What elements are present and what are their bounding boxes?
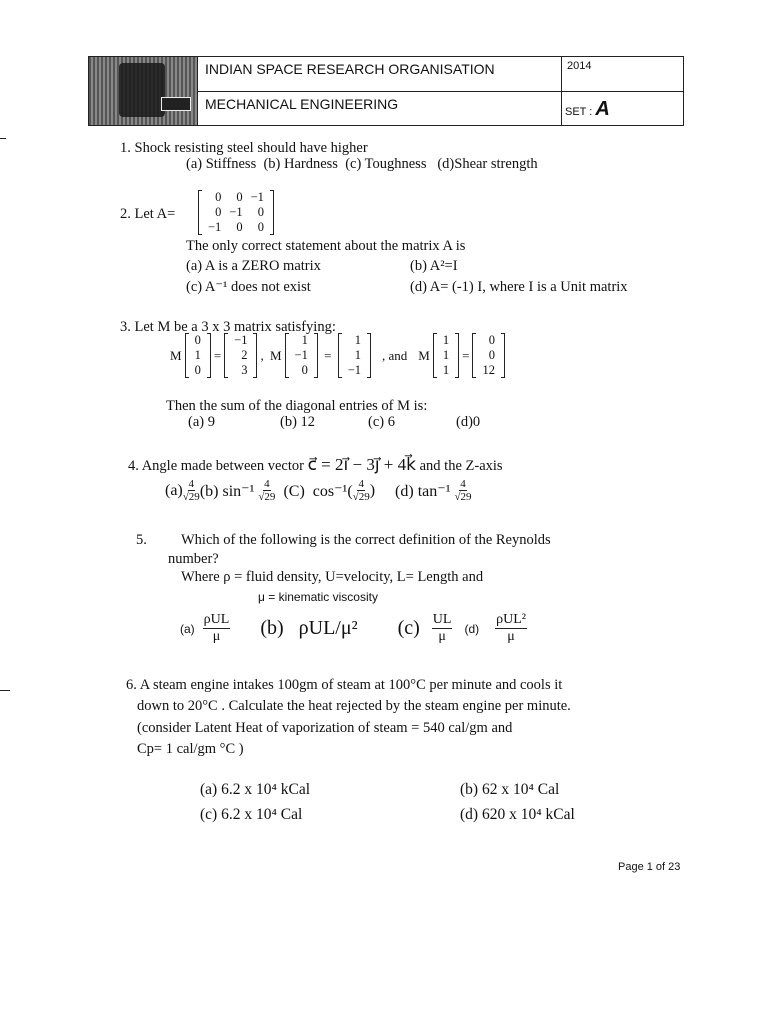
q2-option-d: (d) A= (-1) I, where I is a Unit matrix (410, 279, 628, 295)
q5-option-a: (a) (180, 621, 195, 636)
q1-stem: 1. Shock resisting steel should have higher (120, 140, 368, 156)
q1-options: (a) Stiffness (b) Hardness (c) Toughness (d)Shear strength (186, 156, 538, 172)
margin-mark (0, 690, 10, 691)
subject: MECHANICAL ENGINEERING (205, 96, 399, 112)
q6-option-c: (c) 6.2 x 10⁴ Cal (200, 806, 303, 823)
page-number: Page 1 of 23 (618, 861, 681, 873)
q5-stem-2: number? (168, 551, 219, 567)
q2-option-c: (c) A⁻¹ does not exist (186, 279, 311, 295)
q5-option-b: (b) ρUL/μ² (260, 617, 358, 639)
q3-option-a: (a) 9 (188, 414, 215, 430)
q6-option-d: (d) 620 x 10⁴ kCal (460, 806, 575, 823)
q4-option-b: (b) sin⁻¹ (199, 482, 255, 500)
q5-mu: μ = kinematic viscosity (258, 590, 378, 604)
q5-options: (a) $\frac{\text{ρUL}}{\mu}$ (b) ρUL/μ² (c) $\frac{UL}{\mu}$ (d) $\frac{\text{ρUL²}}{\mu}$ (180, 612, 526, 644)
margin-mark (0, 138, 6, 139)
q6-line-1: 6. A steam engine intakes 100gm of steam at 100°C per minute and cools it (126, 677, 563, 693)
set-value: A (595, 98, 610, 120)
q3-equations: M 0 1 0 = −1 2 3 , M 1 −1 0 = 1 1 −1 , and M 1 1 1 = 0 0 12 (170, 333, 505, 378)
q5-where: Where ρ = fluid density, U=velocity, L= Length and (181, 569, 484, 585)
q4-stem-line: 4. Angle made between vector c⃗ = 2i⃗ − 3j⃗ + 4k⃗ and the Z-axis (128, 455, 503, 474)
q5-option-c: (c) (397, 617, 420, 639)
organisation-name: INDIAN SPACE RESEARCH ORGANISATION (205, 61, 495, 77)
q5-number: 5. (136, 532, 147, 548)
q3-stem: 3. Let M be a 3 x 3 matrix satisfying: (120, 319, 336, 335)
year: 2014 (567, 60, 592, 72)
q4-option-c: (C) cos⁻¹( (283, 482, 353, 500)
q2-prefix: 2. Let A= (120, 206, 176, 222)
q3-option-c: (c) 6 (368, 414, 395, 430)
q6-line-2: down to 20°C . Calculate the heat rejected by the steam engine per minute. (137, 698, 571, 714)
q6-option-a: (a) 6.2 x 10⁴ kCal (200, 781, 311, 798)
q4-options: (a) $\frac{4}{√29}$ (b) sin⁻¹ $\frac{4}{√29}$ (C) cos⁻¹( $\frac{4}{√29}$ ) (d) tan⁻¹ $\frac{4}{√29}$ (165, 478, 472, 503)
header-box (88, 56, 684, 126)
q3-option-b: (b) 12 (280, 414, 316, 430)
q2-option-b: (b) A²=I (410, 258, 458, 274)
q2-statement: The only correct statement about the matrix A is (186, 238, 466, 254)
q2-option-a: (a) A is a ZERO matrix (186, 258, 321, 274)
q4-option-d: (d) tan⁻¹ (395, 482, 451, 500)
q5-option-d: (d) (464, 621, 480, 636)
q3-then: Then the sum of the diagonal entries of M is: (166, 398, 428, 414)
q4-option-a: (a) (165, 481, 183, 499)
q2-matrix: 0 0 −1 0 −1 0 −1 0 0 (198, 190, 274, 235)
isro-logo (89, 57, 198, 125)
q3-option-d: (d)0 (456, 414, 481, 430)
q6-option-b: (b) 62 x 10⁴ Cal (460, 781, 560, 798)
q6-line-3: (consider Latent Heat of vaporization of steam = 540 cal/gm and (137, 720, 513, 736)
set-label: SET : (565, 106, 593, 118)
q4-vector: c⃗ = 2i⃗ − 3j⃗ + 4k⃗ (307, 455, 416, 474)
q5-stem-1: Which of the following is the correct definition of the Reynolds (181, 532, 551, 548)
q6-line-4: Cp= 1 cal/gm °C ) (137, 741, 244, 757)
